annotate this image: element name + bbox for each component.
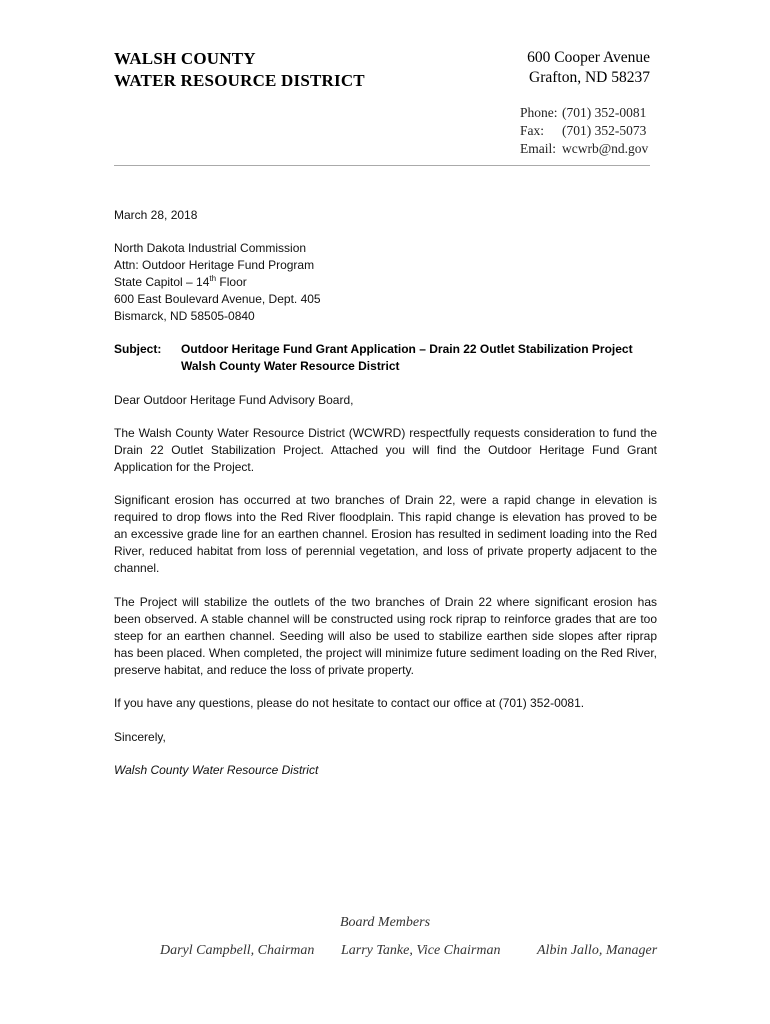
recipient-line3-post: Floor [216,275,247,289]
recipient-line3 [114,274,657,291]
address-line2: Grafton, ND 58237 [529,69,650,86]
email-value: wcwrb@nd.gov [562,141,649,156]
paragraph-project: The Project will stabilize the outlets of the two branches of Drain 22 where significant erosion has been observed. A stable channel will be constructed using rock riprap to reinforce grades that are too steep for an earthen channel. Seeding will also be used to stabilize earthen side slopes after riprap has been placed. When completed, the project will minimize future sediment loading on the Red River, preserve habitat, and reduce the loss of private property. [114,595,657,677]
recipient-line3-sup: th [209,274,217,283]
closing: Sincerely, [114,730,166,744]
fax-value: (701) 352-5073 [562,123,647,138]
paragraph-intro: The Walsh County Water Resource District (WCWRD) respectfully requests consideration to fund the Drain 22 Outlet Stabilization Project. Attached you will find the Outdoor Heritage Fund Grant Application for the Project. [114,426,657,474]
recipient-line4: 600 East Boulevard Avenue, Dept. 405 [114,292,321,306]
fax-label: Fax: [520,123,545,138]
org-name-line1: WALSH COUNTY [114,49,256,68]
board-members-heading: Board Members [339,915,431,930]
subject-value [181,341,661,375]
recipient-line1: North Dakota Industrial Commission [114,241,307,255]
phone-value: (701) 352-0081 [562,105,647,120]
email-row [520,140,648,158]
recipient-address [114,240,657,325]
organization-name [114,48,365,92]
board-member-manager: Albin Jallo, Manager [537,943,658,958]
org-address [500,48,650,88]
contact-info [520,104,648,158]
paragraph-contact: If you have any questions, please do not hesitate to contact our office at (701) 352-0081. [114,696,585,710]
letterhead-divider [114,165,650,166]
fax-row [520,122,648,140]
org-name-line2: WATER RESOURCE DISTRICT [114,71,365,90]
board-member-vice-chairman: Larry Tanke, Vice Chairman [341,943,501,958]
email-label: Email: [520,141,556,156]
recipient-line3-pre: State Capitol – 14 [114,275,210,289]
salutation: Dear Outdoor Heritage Fund Advisory Board, [114,393,354,407]
subject-line1: Outdoor Heritage Fund Grant Application – Drain 22 Outlet Stabilization Project [181,342,633,356]
recipient-line5: Bismarck, ND 58505-0840 [114,309,255,323]
paragraph-erosion: Significant erosion has occurred at two branches of Drain 22, were a rapid change in elevation is required to drop flows into the Red River floodplain. This rapid change is elevation has proved to be an excessive grade line for an earthen channel. Erosion has resulted in sediment loading into the Red River, reduced habitat from loss of perennial vegetation, and loss of private property adjacent to the channel. [114,493,657,575]
subject-line2: Walsh County Water Resource District [181,359,400,373]
recipient-line2: Attn: Outdoor Heritage Fund Program [114,258,315,272]
signature: Walsh County Water Resource District [114,763,319,777]
address-line1: 600 Cooper Avenue [527,49,650,66]
phone-row [520,104,648,122]
phone-label: Phone: [520,105,558,120]
letter-date: March 28, 2018 [114,208,198,222]
board-member-chairman: Daryl Campbell, Chairman [160,943,315,958]
subject-label: Subject: [114,342,162,356]
